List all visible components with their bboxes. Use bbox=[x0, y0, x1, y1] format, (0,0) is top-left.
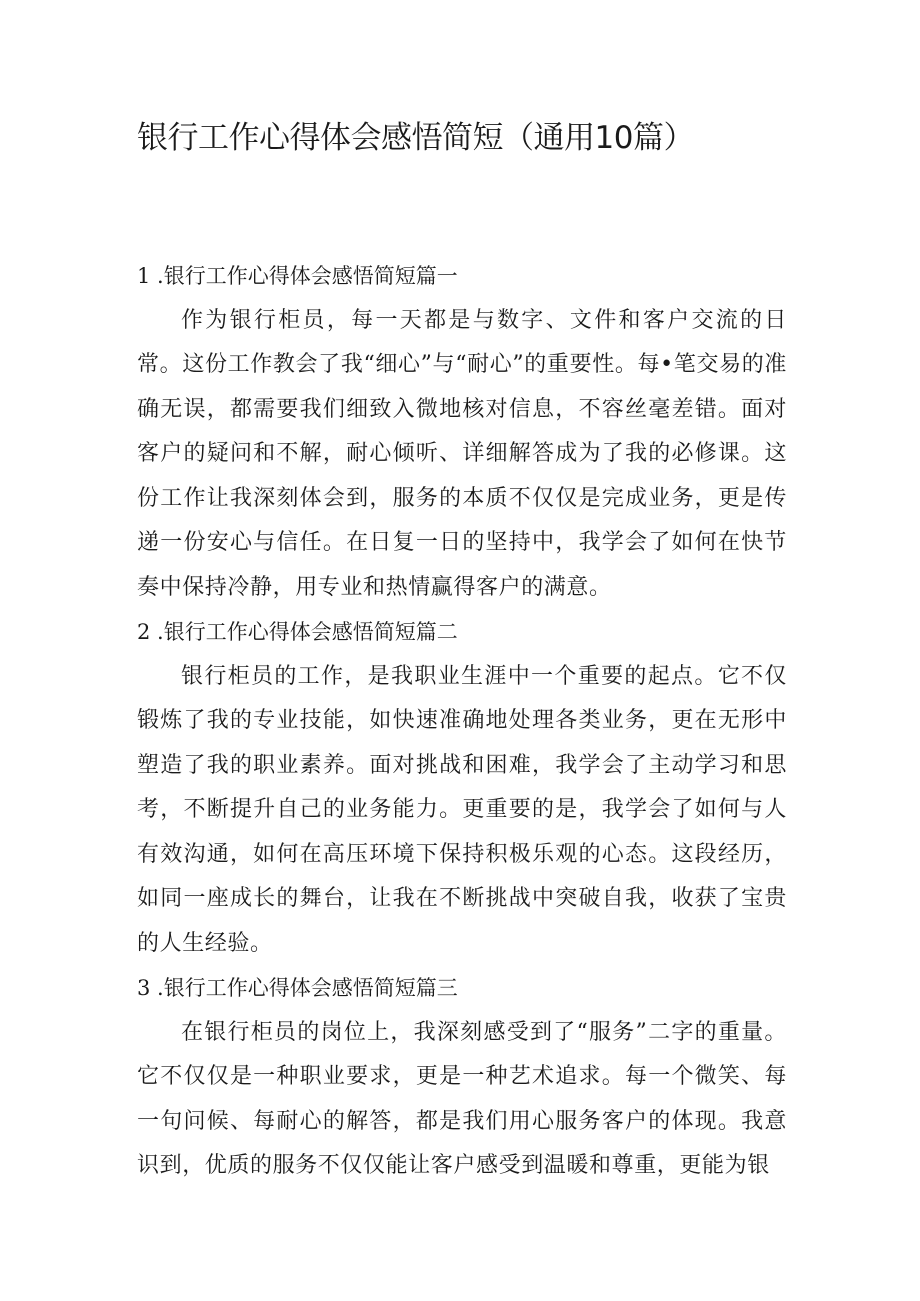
document-title: 银行工作心得体会感悟简短（通用10篇） bbox=[137, 120, 694, 156]
section-heading: 3 .银行工作心得体会感悟简短篇三 bbox=[137, 976, 458, 1000]
section-paragraph: 在银行柜员的岗位上，我深刻感受到了“服务”二字的重量。它不仅仅是一种职业要求，更是一种艺术追求。每一个微笑、每一句问候、每耐心的解答，都是我们用心服务客户的体现。我意识到，优质的服务不仅仅能让客户感受到温暖和尊重，更能为银 bbox=[137, 1019, 787, 1178]
section-paragraph: 银行柜员的工作，是我职业生涯中一个重要的起点。它不仅锻炼了我的专业技能，如快速准确地处理各类业务，更在无形中塑造了我的职业素养。面对挑战和困难，我学会了主动学习和思考，不断提升自己的业务能力。更重要的是，我学会了如何与人有效沟通，如何在高压环境下保持积极乐观的心态。这段经历，如同一座成长的舞台，让我在不断挑战中突破自我，收获了宝贵的人生经验。 bbox=[137, 663, 787, 956]
section-paragraph: 作为银行柜员，每一天都是与数字、文件和客户交流的日常。这份工作教会了我“细心”与“耐心”的重要性。每•笔交易的准确无误，都需要我们细致入微地核对信息，不容丝毫差错。面对客户的疑问和不解，耐心倾听、详细解答成为了我的必修课。这份工作让我深刻体会到，服务的本质不仅仅是完成业务，更是传递一份安心与信任。在日复一日的坚持中，我学会了如何在快节奏中保持冷静，用专业和热情赢得客户的满意。 bbox=[137, 307, 787, 600]
section-heading: 2 .银行工作心得体会感悟简短篇二 bbox=[137, 620, 458, 644]
section-3 bbox=[137, 966, 787, 1189]
section-heading: 1 .银行工作心得体会感悟简短篇一 bbox=[137, 264, 458, 288]
section-2 bbox=[137, 610, 787, 966]
document-content bbox=[137, 254, 787, 1189]
section-1 bbox=[137, 254, 787, 610]
